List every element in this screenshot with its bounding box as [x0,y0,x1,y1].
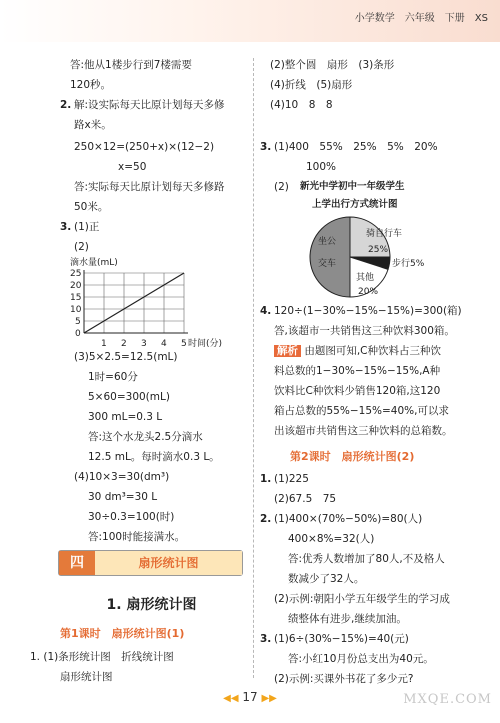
answer-line: 12.5 mL。每时滴水0.3 L。 [88,451,220,463]
chapter-banner [58,550,243,576]
travel-mode-pie-chart [280,214,480,300]
chart-y-label: 滴水量(mL) [70,258,118,268]
page-header [0,0,500,42]
question-number: 3. [260,633,272,645]
question-number: 2. [60,99,72,111]
right-arrows-icon: ▶▶ [261,693,277,704]
pie-label: 步行5% [392,259,425,269]
answer-line: (2) [274,181,289,193]
pie-label: 其他 [356,273,375,283]
equation: x=50 [118,161,147,173]
lesson-heading: 第1课时 扇形统计图(1) [60,627,185,640]
pie-chart-title: 新光中学初中一年级学生 [300,181,405,192]
drip-line [84,273,184,333]
answer-line: 答:100时能接满水。 [88,531,186,543]
x-tick: 4 [161,339,167,349]
exercise-line: 1. (1)条形统计图 折线统计图 [30,651,174,663]
answer-line: (2)示例:买课外书花了多少元? [274,673,414,685]
solution-line: (1)6÷(30%−15%)=40(元) [274,633,409,645]
x-tick: 2 [121,339,127,349]
pie-slice-bus [310,217,350,297]
solution-line: 30 dm³=30 L [88,491,158,503]
left-arrows-icon: ◀◀ [223,693,239,704]
solution-line: 5×60=300(mL) [88,391,170,403]
solution-line: (1)400×(70%−50%)=80(人) [274,513,423,525]
solution-line: 1时=60分 [88,371,138,383]
answer-line: 120秒。 [70,79,112,91]
y-tick: 0 [75,329,81,339]
column-divider [253,58,254,678]
y-tick: 20 [70,281,82,291]
answer-line: 答:小红10月份总支出为40元。 [288,653,434,665]
pie-label: 坐公 [318,237,337,247]
pie-chart-subtitle: 上学出行方式统计图 [312,199,398,210]
y-tick: 15 [70,293,82,303]
solution-line: 解:设实际每天比原计划每天多修 [74,99,225,111]
answer-line: (2)67.5 75 [274,493,337,505]
equation: 250×12=(250+x)×(12−2) [74,141,215,153]
y-tick: 25 [70,269,82,279]
pie-label: 交车 [318,259,337,269]
answer-line: 数减少了32人。 [288,573,365,585]
exercise-line: 扇形统计图 [60,671,113,683]
answer-line: (2)示例:朝阳小学五年级学生的学习成 [274,593,450,605]
solution-line: (1)正 [74,221,100,233]
water-drip-line-chart [60,268,250,350]
solution-line: 300 mL=0.3 L [88,411,163,423]
answer-line: (1)400 55% 25% 5% 20% [274,141,438,153]
y-tick: 10 [70,305,82,315]
watermark: MXQE.COM [403,692,492,707]
chapter-number: 四 [59,551,95,575]
question-number: 3. [260,141,272,153]
solution-line: (2) [74,241,89,253]
x-tick: 3 [141,339,147,349]
answer-line: 答:实际每天比原计划每天多修路 [74,181,225,193]
question-number: 1. [260,473,272,485]
x-tick: 5 [181,339,187,349]
answer-line: 答,该超市一共销售这三种饮料300箱。 [274,325,455,337]
solution-line: 120÷(1−30%−15%−15%)=300(箱) [274,305,462,317]
analysis-line: 料总数的1−30%−15%−15%,A种 [274,365,441,377]
lesson-heading: 第2课时 扇形统计图(2) [290,450,415,463]
solution-line: 路x米。 [74,119,112,131]
answer-line: (4)10 8 8 [270,99,333,111]
question-number: 2. [260,513,272,525]
chapter-title: 扇形统计图 [95,551,242,575]
solution-line: 30÷0.3=100(时) [88,511,175,523]
y-tick: 5 [75,317,81,327]
analysis-line: 饮料比C种饮料少销售120箱,这120 [274,385,441,397]
solution-line: 400×8%=32(人) [288,533,375,545]
book-info: 小学数学 六年级 下册 XS [354,13,488,24]
pie-label: 20% [358,287,379,297]
page-number: 17 [242,690,258,704]
answer-line: (1)225 [274,473,309,485]
x-axis-label: 时间(分) [188,339,223,349]
analysis-line: 解析 由题图可知,C种饮料占三种饮 [274,344,441,358]
solution-line: (4)10×3=30(dm³) [74,471,170,483]
question-number: 3. [60,221,72,233]
x-tick: 1 [101,339,107,349]
answer-line: (4)折线 (5)扇形 [270,79,353,91]
answer-line: 答:他从1楼步行到7楼需要 [70,59,192,71]
answer-line: 答:优秀人数增加了80人,不及格人 [288,553,445,565]
solution-line: (3)5×2.5=12.5(mL) [74,351,178,363]
analysis-line: 出该超市共销售这三种饮料的总箱数。 [274,425,453,437]
analysis-line: 箱占总数的55%−15%=40%,可以求 [274,405,449,417]
analysis-tag: 解析 [274,345,301,357]
section-title: 1. 扇形统计图 [106,597,197,613]
question-number: 4. [260,305,272,317]
answer-line: (2)整个圆 扇形 (3)条形 [270,59,395,71]
answer-line: 50米。 [74,201,109,213]
answer-line: 100% [306,161,337,173]
answer-line: 绩整体有进步,继续加油。 [288,613,407,625]
answer-line: 答:这个水龙头2.5分滴水 [88,431,203,443]
pie-label: 25% [368,245,389,255]
pie-label: 骑自行车 [366,229,403,239]
